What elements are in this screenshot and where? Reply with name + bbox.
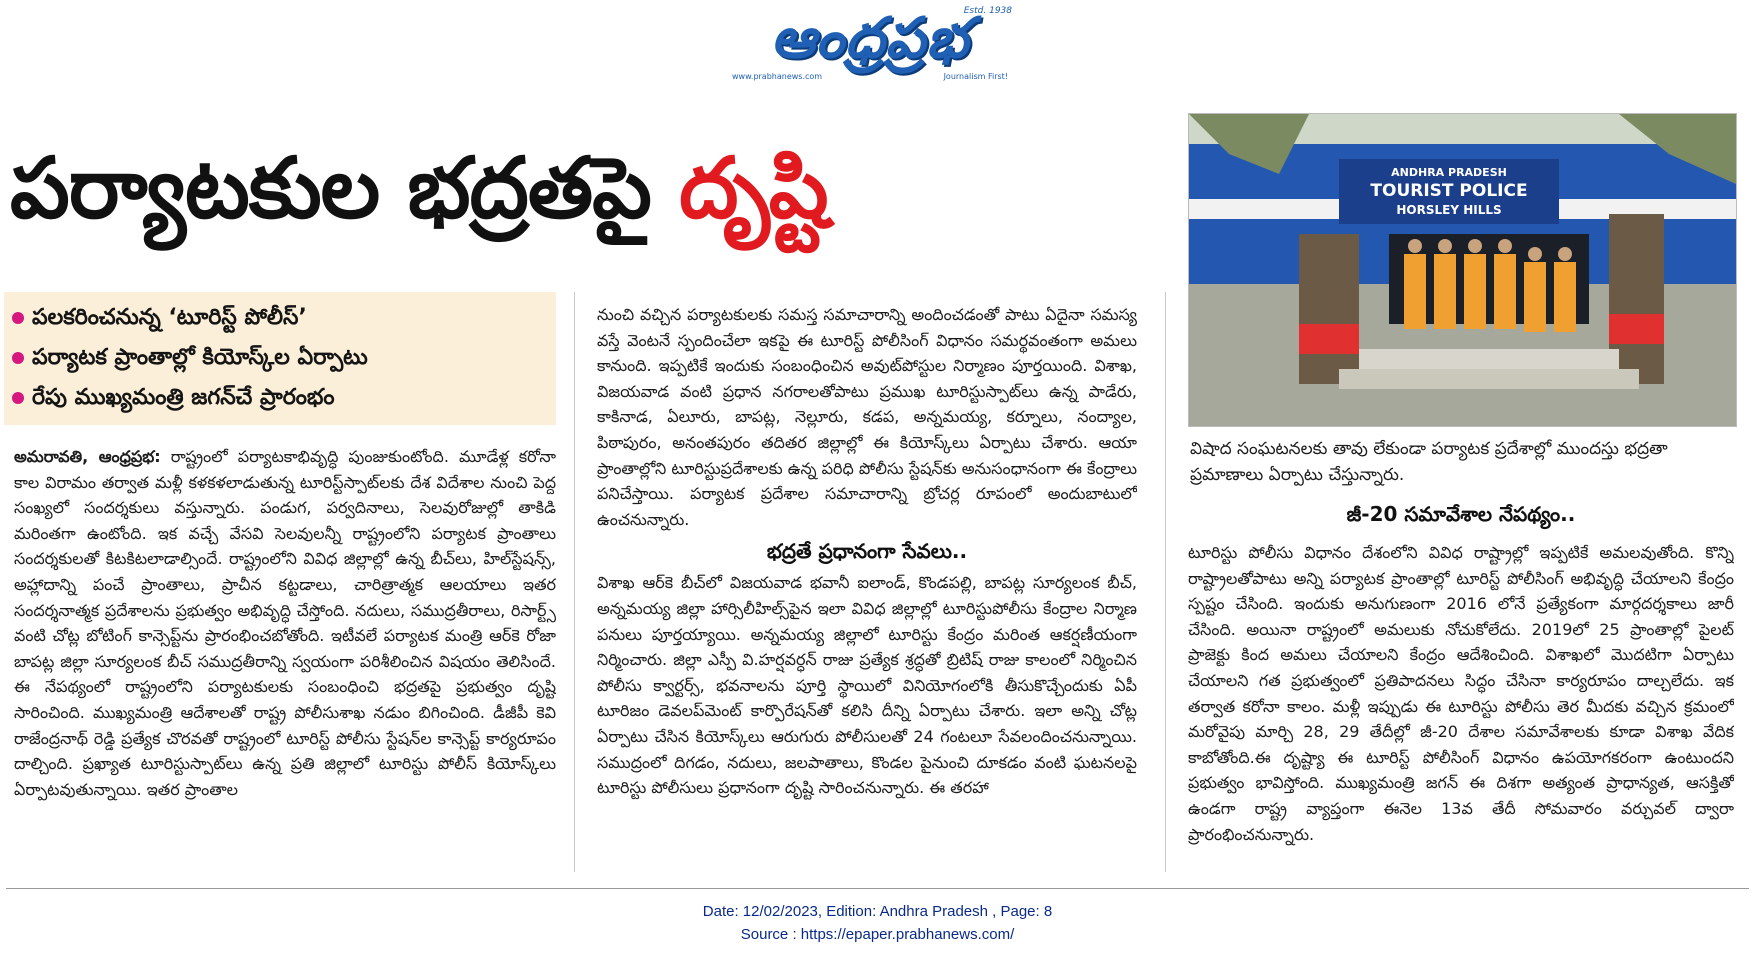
highlights-box [4, 292, 556, 425]
masthead-subline [720, 72, 1020, 81]
photo-sign-line3: HORSLEY HILLS [1396, 203, 1502, 217]
highlight-text: పలకరించనున్న ‘టూరిస్ట్ పోలీస్’ [32, 305, 307, 330]
masthead [720, 4, 1020, 90]
column1-body: రాష్ట్రంలో పర్యాటకాభివృద్ధి పుంజుకుంటోంది. మూడేళ్ల కరోనా కాల విరామం తర్వాత మళ్లీ కళకళలాడుతున్న టూరిస్ట్‌స్పాట్‌లకు దేశ విదేశాల నుంచి పెద్ద సంఖ్యలో సందర్శకులు వస్తున్నారు. పండుగ, పర్వదినాలు, సెలవురోజుల్లో తాకిడి మరింతగా ఉంటోంది. ఇక వచ్చే వేసవి సెలవులన్నీ రాష్ట్రంలోని పర్యాటక ప్రాంతాలు సందర్శకులతో కిటకిటలాడాల్సిందే. రాష్ట్రంలోని వివిధ జిల్లాల్లో ఉన్న బీచ్‌లు, హిల్‌స్టేషన్స్, అహ్లాదాన్ని పంచే ప్రాంతాలు, ప్రాచీన కట్టడాలు, చారిత్రాత్మక ఆలయాలు ఇతర సందర్శనాత్మక ప్రదేశాలను ప్రభుత్వం అభివృద్ధి చేస్తోంది. నదులు, సముద్రతీరాలు, రిసార్ట్స్ వంటి చోట్ల బోటింగ్ కాన్సెప్ట్‌ను ప్రారంభించబోతోంది. ఇటీవలే పర్యాటక మంత్రి ఆర్‌కె రోజా బాపట్ల జిల్లా సూర్యలంక బీచ్ సముద్రతీరాన్ని స్వయంగా పరిశీలించిన విషయం తెలిసిందే. ఈ నేపథ్యంలో రాష్ట్రంలోని పర్యాటకులకు సంబంధించి భద్రతపై ప్రభుత్వం దృష్టి సారించింది. ముఖ్యమంత్రి ఆదేశాలతో రాష్ట్ర పోలీసుశాఖ నడుం బిగించింది. డీజీపీ కెవి రాజేంద్రనాథ్ రెడ్డి ప్రత్యేక చొరవతో రాష్ట్రంలో టూరిస్ట్ పోలీసు స్టేషన్‌ల కాన్సెప్ట్ కార్యరూపం దాల్చింది. ప్రఖ్యాత టూరిస్టుస్పాట్‌లు ఉన్న ప్రతి జిల్లాలో టూరిస్టు పోలీస్ కియోస్క్‌లు ఏర్పాటవుతున్నాయి. ఇతర ప్రాంతాల [14, 447, 556, 799]
masthead-website: www.prabhanews.com [732, 72, 823, 81]
masthead-estd: Estd. 1938 [963, 6, 1012, 16]
subhead-g20: జీ-20 సమావేశాల నేపథ్యం.. [1346, 502, 1576, 526]
bullet-dot-icon [12, 312, 24, 324]
dateline: అమరావతి, ఆంధ్రప్రభ: [14, 447, 161, 466]
masthead-tagline: Journalism First! [943, 72, 1008, 81]
article-column-2 [597, 302, 1137, 862]
column2-body1: నుంచి వచ్చిన పర్యాటకులకు సమస్త సమాచారాన్ని అందించడంతో పాటు ఏదైనా సమస్య వస్తే వెంటనే స్పందించేలా ఇకపై ఈ టూరిస్ట్ పోలీసింగ్ విధానం సమర్థవంతంగా అమలు కానుంది. ఇప్పటికే ఇందుకు సంబంధించిన అవుట్‌పోస్టుల నిర్మాణం పూర్తయింది. విశాఖ, విజయవాడ వంటి ప్రధాన నగరాలతోపాటు ప్రముఖ టూరిస్టుస్పాట్‌లు ఉన్న పాడేరు, కాకినాడ, ఏలూరు, బాపట్ల, నెల్లూరు, కడప, అన్నమయ్య, కర్నూలు, నంద్యాల, పిఠాపురం, అనంతపురం తదితర జిల్లాల్లో ఈ కియోస్క్‌లు ఏర్పాటు చేశారు. ఆయా ప్రాంతాల్లోని టూరిస్టుప్రదేశాలకు ఉన్న పరిధి పోలీసు స్టేషన్‌కు అనుసంధానంగా ఈ కేంద్రాలు పనిచేస్తాయి. పర్యాటక ప్రదేశాల సమాచారాన్ని బ్రోచర్ల రూపంలో అందుబాటులో ఉంచనున్నారు. [597, 305, 1137, 529]
footer-divider [6, 888, 1749, 889]
highlight-text: రేపు ముఖ్యమంత్రి జగన్‌చే ప్రారంభం [32, 385, 335, 410]
highlight-item [12, 338, 548, 378]
bullet-dot-icon [12, 392, 24, 404]
news-photo [1188, 113, 1737, 427]
footer [0, 900, 1755, 946]
highlight-item [12, 298, 548, 338]
column3-body: టూరిస్టు పోలీసు విధానం దేశంలోని వివిధ రాష్ట్రాల్లో ఇప్పటికే అమలవుతోంది. కొన్ని రాష్ట్రాలతోపాటు అన్ని పర్యాటక ప్రాంతాల్లో టూరిస్ట్ పోలీసింగ్ అభివృద్ధి చేయాలని కేంద్రం స్పష్టం చేసింది. ఇందుకు అనుగుణంగా 2016 లోనే ప్రత్యేకంగా మార్గదర్శకాలు జారీ చేసింది. అయినా రాష్ట్రంలో అమలుకు నోచుకోలేదు. 2019లో 25 ప్రాంతాల్లో పైలట్ ప్రాజెక్టు కింద అమలు చేయాలని కేంద్రం ఆదేశించింది. విశాఖలో మొదటిగా ఏర్పాటు చేయాలని గత ప్రభుత్వంలో ప్రతిపాదనలు సిద్ధం చేసినా కార్యరూపం దాల్చలేదు. ఇక తర్వాత కరోనా కాలం. మళ్లీ ఇప్పుడు ఈ టూరిస్టు పోలీసు తెర మీదకు వచ్చిన క్రమంలో మరోవైపు మార్చి 28, 29 తేదీల్లో జీ-20 దేశాల సమావేశాలకు కూడా విశాఖ వేదిక కాబోతోంది.ఈ దృష్ట్యా ఈ టూరిస్ట్ పోలీసింగ్ విధానం ఉపయోగకరంగా ఉంటుందని ప్రభుత్వం భావిస్తోంది. ముఖ్యమంత్రి జగన్ ఈ దిశగా అత్యంత ప్రాధాన్యత, ఆసక్తితో ఉండగా రాష్ట్ర వ్యాప్తంగా ఈనెల 13వ తేదీ సోమవారం వర్చువల్ ద్వారా ప్రారంభించనున్నారు. [1188, 543, 1734, 844]
column2-body2: విశాఖ ఆర్‌కె బీచ్‌లో విజయవాడ భవానీ ఐలాండ్, కొండపల్లి, బాపట్ల సూర్యలంక బీచ్, అన్నమయ్య జిల్లా హార్సిలీహిల్స్‌పైన ఇలా వివిధ జిల్లాల్లో టూరిస్టుపోలీసు కేంద్రాల నిర్మాణ పనులు పూర్తయ్యాయి. అన్నమయ్య జిల్లాలో టూరిస్టు కేంద్రం మరింత ఆకర్షణీయంగా నిర్మించారు. జిల్లా ఎస్పీ వి.హర్షవర్ధన్ రాజు ప్రత్యేక శ్రద్ధతో బ్రిటిష్ రాజు కాలంలో నిర్మించిన పోలీసు క్వార్టర్స్, భవనాలను పూర్తి స్థాయిలో వినియోగంలోకి తీసుకొచ్చేందుకు ఏపీ టూరిజం డెవలప్‌మెంట్ కార్పొరేషన్‌తో కలిసి దీన్ని ఏర్పాటు చేశారు. ఇలా అన్ని చోట్ల ఏర్పాటు చేసిన కియోస్క్‌లు ఆరుగురు పోలీసులతో 24 గంటలూ సేవలందించనున్నాయి. సముద్రంలో దిగడం, నదులు, జలపాతాలు, కొండల పైనుంచి దూకడం వంటి ఘటనలపై టూరిస్టు పోలీసులు ప్రధానంగా దృష్టి సారించనున్నారు. ఈ తరహా [597, 573, 1137, 798]
article-column-3 [1188, 540, 1734, 860]
police-station-illustration [1189, 114, 1736, 426]
photo-sign-line2: TOURIST POLICE [1370, 181, 1528, 201]
highlight-text: పర్యాటక ప్రాంతాల్లో కియోస్క్‌ల ఏర్పాటు [32, 345, 368, 370]
headline [10, 118, 1150, 258]
subhead-safety: భద్రతే ప్రధానంగా సేవలు.. [766, 539, 968, 564]
photo-caption: విషాద సంఘటనలకు తావు లేకుండా పర్యాటక ప్రదేశాల్లో ముందస్తు భద్రతా ప్రమాణాలు ఏర్పాటు చేస్తున్నారు. [1190, 439, 1668, 485]
headline-main: పర్యాటకుల భద్రతపై [10, 139, 680, 237]
photo-sign-line1: ANDHRA PRADESH [1391, 166, 1507, 179]
column-divider [574, 292, 575, 872]
article-column-1 [14, 444, 556, 864]
footer-source: Source : https://epaper.prabhanews.com/ [740, 926, 1015, 943]
headline-highlight: దృష్టి [679, 139, 828, 237]
highlight-item [12, 378, 548, 418]
footer-date-edition: Date: 12/02/2023, Edition: Andhra Pradesh , Page: 8 [702, 903, 1053, 920]
column-divider [1165, 292, 1166, 872]
newspaper-logo: ఆంధ్రప్రభ [770, 5, 970, 71]
bullet-dot-icon [12, 352, 24, 364]
